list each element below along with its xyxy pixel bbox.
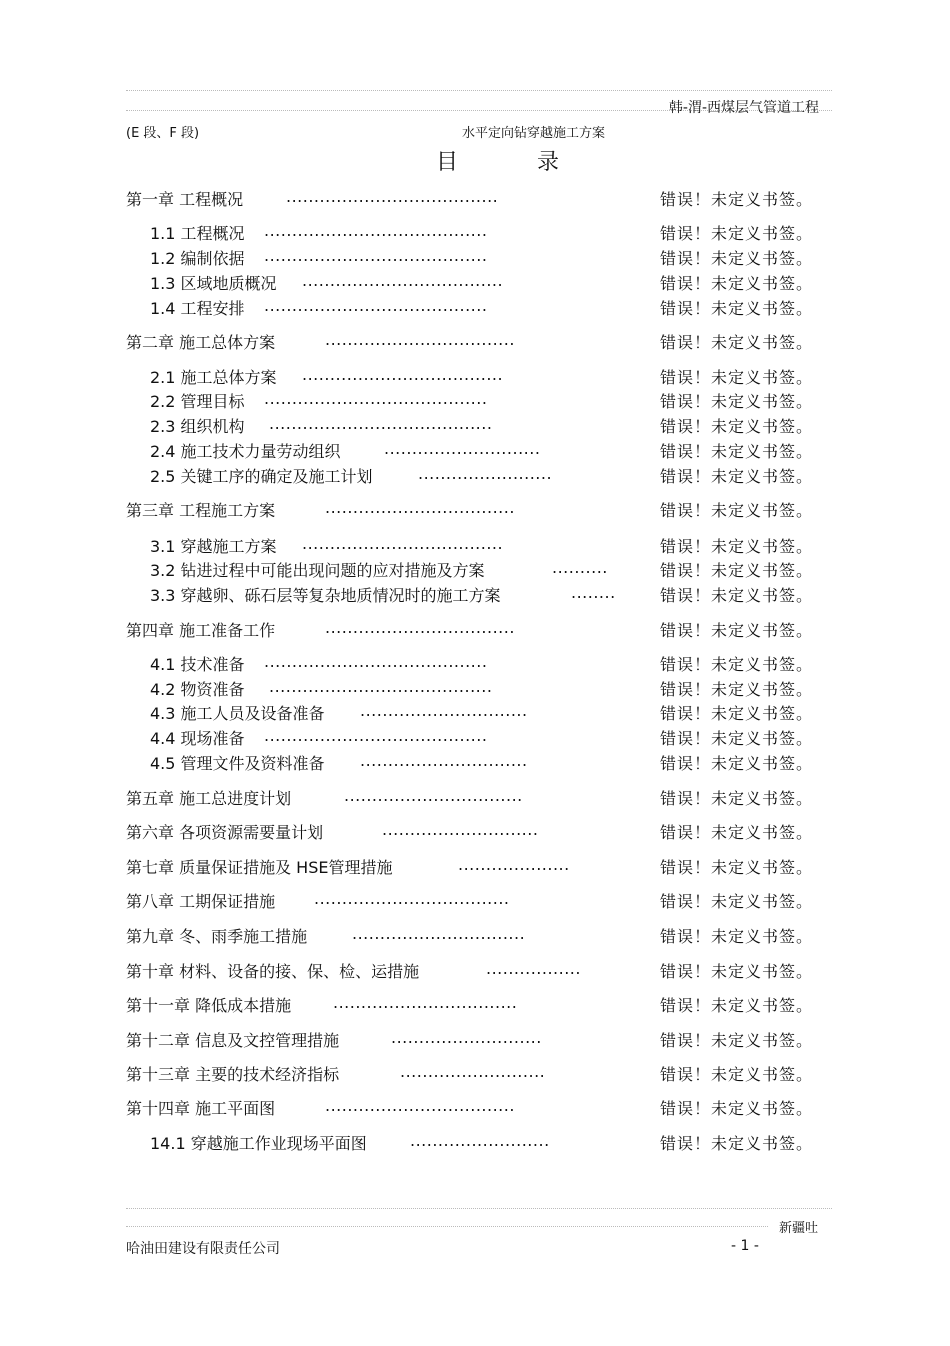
toc-entry-leader: ..................................	[325, 498, 515, 517]
toc-entry-leader: ....................................	[302, 534, 504, 553]
toc-entry-page: 错误！未定义书签。	[660, 621, 814, 640]
toc-entry-label: 第十章 材料、设备的接、保、检、运措施	[126, 962, 420, 981]
toc-entry-label: 3.2 钻进过程中可能出现问题的应对措施及方案	[150, 561, 485, 580]
toc-entry[interactable]	[0, 296, 950, 320]
toc-entry-label: 3.1 穿越施工方案	[150, 537, 277, 556]
toc-entry-page: 错误！未定义书签。	[660, 1099, 814, 1118]
toc-entry-leader: .........................	[410, 1131, 550, 1150]
toc-entry[interactable]	[0, 993, 950, 1017]
toc-entry[interactable]	[0, 751, 950, 775]
toc-entry[interactable]	[0, 187, 950, 211]
toc-entry-page: 错误！未定义书签。	[660, 927, 814, 946]
toc-entry-leader: ........................................	[264, 389, 488, 408]
toc-entry-leader: ..................................	[325, 618, 515, 637]
toc-entry-label: 2.1 施工总体方案	[150, 368, 277, 387]
toc-entry-label: 4.1 技术准备	[150, 655, 245, 674]
toc-entry-leader: .................................	[333, 993, 518, 1012]
toc-entry-label: 第八章 工期保证措施	[126, 892, 276, 911]
toc-entry-label: 4.2 物资准备	[150, 680, 245, 699]
toc-entry-page: 错误！未定义书签。	[660, 333, 814, 352]
toc-entry-page: 错误！未定义书签。	[660, 1065, 814, 1084]
toc-entry-leader: ..........................	[400, 1062, 546, 1081]
toc-entry-label: 第十四章 施工平面图	[126, 1099, 276, 1118]
toc-entry-page: 错误！未定义书签。	[660, 299, 814, 318]
toc-entry-leader: ......................................	[286, 187, 499, 206]
footer-region-text: 新疆吐	[778, 1221, 818, 1236]
toc-entry-label: 第四章 施工准备工作	[126, 621, 276, 640]
toc-entry[interactable]	[0, 534, 950, 558]
toc-entry-leader: ........................................	[269, 414, 493, 433]
toc-entry[interactable]	[0, 855, 950, 879]
toc-entry-leader: ........	[571, 583, 616, 602]
toc-entry-leader: ..............................	[360, 701, 528, 720]
toc-entry[interactable]	[0, 464, 950, 488]
toc-entry-page: 错误！未定义书签。	[660, 704, 814, 723]
toc-entry-leader: .................	[486, 959, 581, 978]
toc-entry-page: 错误！未定义书签。	[660, 467, 814, 486]
toc-entry[interactable]	[0, 820, 950, 844]
toc-entry[interactable]	[0, 389, 950, 413]
toc-entry-leader: ....................................	[302, 271, 504, 290]
toc-entry[interactable]	[0, 365, 950, 389]
toc-entry-leader: ..........	[552, 558, 608, 577]
toc-entry-leader: ............................	[384, 439, 541, 458]
toc-entry-page: 错误！未定义书签。	[660, 442, 814, 461]
toc-entry-page: 错误！未定义书签。	[660, 417, 814, 436]
toc-entry-label: 第九章 冬、雨季施工措施	[126, 927, 308, 946]
toc-entry[interactable]	[0, 439, 950, 463]
toc-entry-page: 错误！未定义书签。	[660, 1031, 814, 1050]
toc-entry[interactable]	[0, 246, 950, 270]
footer-company-name: 哈油田建设有限责任公司	[126, 1241, 280, 1257]
footer-rule-bottom	[126, 1226, 768, 1227]
toc-entry-page: 错误！未定义书签。	[660, 501, 814, 520]
toc-entry-label: 2.2 管理目标	[150, 392, 245, 411]
header-segment: (E 段、F 段)	[126, 126, 200, 141]
toc-entry-label: 第一章 工程概况	[126, 190, 244, 209]
toc-entry-label: 2.4 施工技术力量劳动组织	[150, 442, 341, 461]
toc-entry-leader: ..................................	[325, 330, 515, 349]
toc-entry[interactable]	[0, 924, 950, 948]
toc-title: 目 录	[436, 150, 595, 175]
toc-entry[interactable]	[0, 701, 950, 725]
toc-entry-leader: ...................................	[314, 889, 510, 908]
toc-entry-page: 错误！未定义书签。	[660, 1134, 814, 1153]
toc-entry-leader: ...........................	[391, 1028, 542, 1047]
toc-entry[interactable]	[0, 786, 950, 810]
toc-entry-page: 错误！未定义书签。	[660, 655, 814, 674]
toc-entry-label: 4.3 施工人员及设备准备	[150, 704, 325, 723]
toc-entry[interactable]	[0, 1096, 950, 1120]
footer-rule-top	[126, 1208, 832, 1209]
toc-entry[interactable]	[0, 1028, 950, 1052]
toc-entry-page: 错误！未定义书签。	[660, 823, 814, 842]
toc-entry-page: 错误！未定义书签。	[660, 789, 814, 808]
toc-entry[interactable]	[0, 889, 950, 913]
toc-entry-label: 4.4 现场准备	[150, 729, 245, 748]
toc-entry[interactable]	[0, 652, 950, 676]
toc-entry-label: 第五章 施工总进度计划	[126, 789, 292, 808]
toc-entry[interactable]	[0, 1062, 950, 1086]
toc-entry-leader: ........................................	[269, 677, 493, 696]
toc-entry-page: 错误！未定义书签。	[660, 274, 814, 293]
toc-entry-page: 错误！未定义书签。	[660, 892, 814, 911]
toc-entry-leader: ........................................	[264, 726, 488, 745]
toc-entry-leader: ..................................	[325, 1096, 515, 1115]
toc-entry-page: 错误！未定义书签。	[660, 368, 814, 387]
toc-entry-label: 2.5 关键工序的确定及施工计划	[150, 467, 373, 486]
toc-entry-leader: ....................	[458, 855, 570, 874]
toc-entry[interactable]	[0, 271, 950, 295]
header-project-name: 韩-渭-西煤层气管道工程	[668, 100, 819, 116]
toc-entry-leader: ................................	[344, 786, 523, 805]
toc-entry-label: 第十一章 降低成本措施	[126, 996, 292, 1015]
toc-entry-label: 1.1 工程概况	[150, 224, 245, 243]
toc-entry-label: 1.3 区域地质概况	[150, 274, 277, 293]
toc-entry-leader: ........................................	[264, 296, 488, 315]
toc-entry-leader: ...............................	[352, 924, 526, 943]
toc-entry[interactable]	[0, 414, 950, 438]
toc-entry-page: 错误！未定义书签。	[660, 962, 814, 981]
toc-entry-label: 第六章 各项资源需要量计划	[126, 823, 324, 842]
toc-entry[interactable]	[0, 498, 950, 522]
toc-entry-page: 错误！未定义书签。	[660, 537, 814, 556]
toc-entry-label: 第十三章 主要的技术经济指标	[126, 1065, 340, 1084]
toc-entry[interactable]	[0, 558, 950, 582]
toc-entry[interactable]	[0, 959, 950, 983]
toc-entry-page: 错误！未定义书签。	[660, 729, 814, 748]
footer-page-number: - 1 -	[731, 1238, 759, 1254]
toc-entry-label: 1.2 编制依据	[150, 249, 245, 268]
toc-entry-label: 第七章 质量保证措施及 HSE管理措施	[126, 858, 393, 877]
toc-entry-page: 错误！未定义书签。	[660, 858, 814, 877]
toc-entry-leader: ..............................	[360, 751, 528, 770]
toc-entry-label: 第十二章 信息及文控管理措施	[126, 1031, 340, 1050]
toc-entry-page: 错误！未定义书签。	[660, 392, 814, 411]
toc-entry[interactable]	[0, 583, 950, 607]
toc-entry-page: 错误！未定义书签。	[660, 586, 814, 605]
toc-entry-leader: ........................	[418, 464, 553, 483]
toc-entry-leader: ....................................	[302, 365, 504, 384]
toc-entry-page: 错误！未定义书签。	[660, 754, 814, 773]
toc-entry-leader: ............................	[382, 820, 539, 839]
header-document-title: 水平定向钻穿越施工方案	[462, 126, 606, 141]
header-rule-top	[126, 90, 832, 91]
toc-entry[interactable]	[0, 330, 950, 354]
toc-entry-label: 第二章 施工总体方案	[126, 333, 276, 352]
toc-entry-page: 错误！未定义书签。	[660, 680, 814, 699]
toc-entry-page: 错误！未定义书签。	[660, 561, 814, 580]
toc-entry-page: 错误！未定义书签。	[660, 190, 814, 209]
toc-entry-label: 第三章 工程施工方案	[126, 501, 276, 520]
toc-entry-leader: ........................................	[264, 221, 488, 240]
toc-entry[interactable]	[0, 221, 950, 245]
toc-entry-leader: ........................................	[264, 246, 488, 265]
toc-entry-label: 1.4 工程安排	[150, 299, 245, 318]
toc-entry-label: 14.1 穿越施工作业现场平面图	[150, 1134, 367, 1153]
toc-entry[interactable]	[0, 618, 950, 642]
toc-entry-page: 错误！未定义书签。	[660, 249, 814, 268]
toc-entry-page: 错误！未定义书签。	[660, 224, 814, 243]
toc-entry[interactable]	[0, 726, 950, 750]
toc-entry-leader: ........................................	[264, 652, 488, 671]
toc-entry[interactable]	[0, 677, 950, 701]
toc-entry-label: 3.3 穿越卵、砾石层等复杂地质情况时的施工方案	[150, 586, 501, 605]
toc-entry[interactable]	[0, 1131, 950, 1155]
toc-entry-page: 错误！未定义书签。	[660, 996, 814, 1015]
toc-entry-label: 2.3 组织机构	[150, 417, 245, 436]
toc-entry-label: 4.5 管理文件及资料准备	[150, 754, 325, 773]
